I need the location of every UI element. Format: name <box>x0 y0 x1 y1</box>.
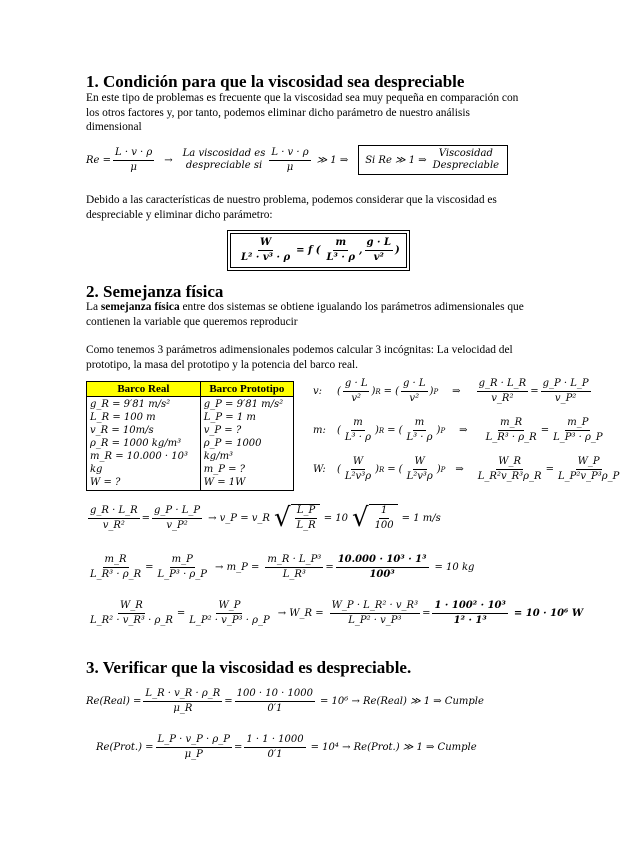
function-equation: $\frac{W}{\text{L² · v³ · ρ}}$ = f ( $\frac{m}{\text{L³ · ρ}}$ , $\frac{g \cdot L}{\text{v²}}$ ) <box>230 233 407 268</box>
re-denominator-2: μ <box>286 161 294 173</box>
viscosity-text-line1: La viscosidad es <box>182 148 266 159</box>
condition-result <box>433 148 499 172</box>
re-denominator: μ <box>130 161 137 173</box>
condition-box <box>358 145 508 175</box>
reynolds-definition <box>86 145 508 175</box>
para-post: entre dos sistemas se obtiene igualando los parámetros adimensionales que contienen la variable que queremos reproducir <box>86 301 524 328</box>
reynolds-real: Re(Real) = $\frac{L\_R \cdot v\_R \cdot \rho\_R}{\mu\_R}$ = $\frac{100 \cdot 10 \cdot 1000}{0'1}$ = 10⁶ → Re(Real) ≫ 1 ⇒ Cumple <box>86 688 484 714</box>
table-cell: g_P = 9′81 m/s² L_P = 1 m v_P = ? ρ_P = 1000 kg/m³ m_P = ? W = 1W <box>200 397 293 491</box>
mass-group-num: m <box>333 237 348 251</box>
para-pre: La <box>86 301 101 313</box>
section-1-paragraph-2: Debido a las características de nuestro problema, podemos considerar que la viscosidad es despreciable y eliminar dicho parámetro: <box>86 194 497 221</box>
section-2-paragraph <box>86 300 526 329</box>
calc-velocity: $\frac{g\_R \cdot L\_R}{\text{v\_R²}}$ = $\frac{g\_P \cdot L\_P}{\text{v\_P²}}$ → v_P = v_R √ $\frac{L\_P}{L\_R}$ = 10 √ $\frac{1}{100}$ = 1 m/s <box>90 503 441 533</box>
much-greater: ≫ 1 ⇒ <box>316 154 349 166</box>
table-header-prototype: Barco Prototipo <box>200 382 293 397</box>
condition-result-line2: Despreciable <box>432 160 500 171</box>
froude-group-den: v² <box>373 252 384 263</box>
mass-group-den: L³ · ρ <box>326 252 356 263</box>
power-group <box>239 237 292 264</box>
close-paren: ) <box>394 245 400 256</box>
froude-group <box>365 237 393 264</box>
section-3-title: 3. Verificar que la viscosidad es despreciable. <box>86 658 412 677</box>
re-fraction <box>113 147 154 174</box>
para-bold: semejanza física <box>100 301 180 313</box>
calc-mass: $\frac{m\_R}{\text{L\_R³ · ρ\_R}}$ = $\frac{m\_P}{\text{L\_P³ · ρ\_P}}$ → m_P = $\frac{\text{m\_R · L\_P³}}{\text{L\_R³}}$ = $\frac{\text{10.000 · 10³ · 1³}}{\text{100³}}$ = 10 kg <box>90 554 475 580</box>
section-2-title: 2. Semejanza física <box>86 282 224 301</box>
mass-group <box>325 237 358 264</box>
viscosity-text-line2: despreciable si <box>185 160 263 171</box>
table-header-real: Barco Real <box>87 382 201 397</box>
froude-group-num: g · L <box>365 237 393 251</box>
function-symbol: = f ( <box>296 245 321 256</box>
power-group-den: L² · v³ · ρ <box>241 252 291 263</box>
similarity-w: W: ( $\frac{W}{\text{L²v³ρ}}$ ) R = ( $\frac{W}{\text{L²v³ρ}}$ ) P ⇒ $\frac{W\_R}{\text{L\_R²v\_R³ρ\_R}}$ = $\frac{W\_P}{\text{L\_P²v\_P³ρ\_P}}$ <box>313 456 620 482</box>
viscosity-text <box>183 148 266 172</box>
data-table <box>86 381 294 491</box>
section-2-paragraph-2: Como tenemos 3 parámetros adimensionales podemos calcular 3 incógnitas: La velocidad del prototipo, la masa del prototipo y la potencia del barco real. <box>86 344 513 371</box>
reynolds-prototype: Re(Prot.) = $\frac{L\_P \cdot v\_P \cdot \rho\_P}{\mu\_P}$ = $\frac{1 \cdot 1 \cdot 1000}{0'1}$ = 10⁴ → Re(Prot.) ≫ 1 ⇒ Cumple <box>96 734 477 760</box>
re-numerator-2: L · v · ρ <box>269 147 310 161</box>
section-1-title: 1. Condición para que la viscosidad sea despreciable <box>86 72 465 91</box>
dimensional-function-box <box>230 233 407 268</box>
re-numerator: L · v · ρ <box>113 147 154 161</box>
re-fraction-2 <box>269 147 310 174</box>
similarity-v: v: ( $\frac{g \cdot L}{\text{v²}}$ ) R = ( $\frac{g \cdot L}{\text{v²}}$ ) P ⇒ $\frac{g\_R \cdot L\_R}{\text{v\_R²}}$ = $\frac{g\_P \cdot L\_P}{\text{v\_P²}}$ <box>313 378 589 404</box>
re-label: Re = <box>86 154 112 166</box>
power-group-num: W <box>258 237 273 251</box>
arrow: → <box>164 154 173 166</box>
section-1-paragraph: En este tipo de problemas es frecuente que la viscosidad sea muy pequeña en comparación con los otros factores y, por tanto, podemos eliminar dicho parámetro de nuestro análisis dimensional <box>86 92 519 133</box>
calc-power: $\frac{W\_R}{\text{L\_R² · v\_R³ · ρ\_R}}$ = $\frac{W\_P}{\text{L\_P² · v\_P³ · ρ\_P}}$ → W_R = $\frac{\text{W\_P · L\_R² · v\_R³}}{\text{L\_P² · v\_P³}}$ = $\frac{\text{1 · 100² · 10³}}{\text{1² · 1³}}$ = 10 · 10⁶ W <box>90 600 584 626</box>
similarity-m: m: ( $\frac{m}{\text{L³ · ρ}}$ ) R = ( $\frac{m}{\text{L³ · ρ}}$ ) P ⇒ $\frac{m\_R}{\text{L\_R³ · ρ\_R}}$ = $\frac{m\_P}{\text{L\_P³ · ρ\_P}}$ <box>313 417 603 443</box>
table-cell: g_R = 9′81 m/s² L_R = 100 m v_R = 10m/s ρ_R = 1000 kg/m³ m_R = 10.000 · 10³ kg W = ? <box>87 397 201 491</box>
condition-text: Si Re ≫ 1 ⇒ <box>365 154 427 166</box>
condition-result-line1: Viscosidad <box>438 148 493 159</box>
